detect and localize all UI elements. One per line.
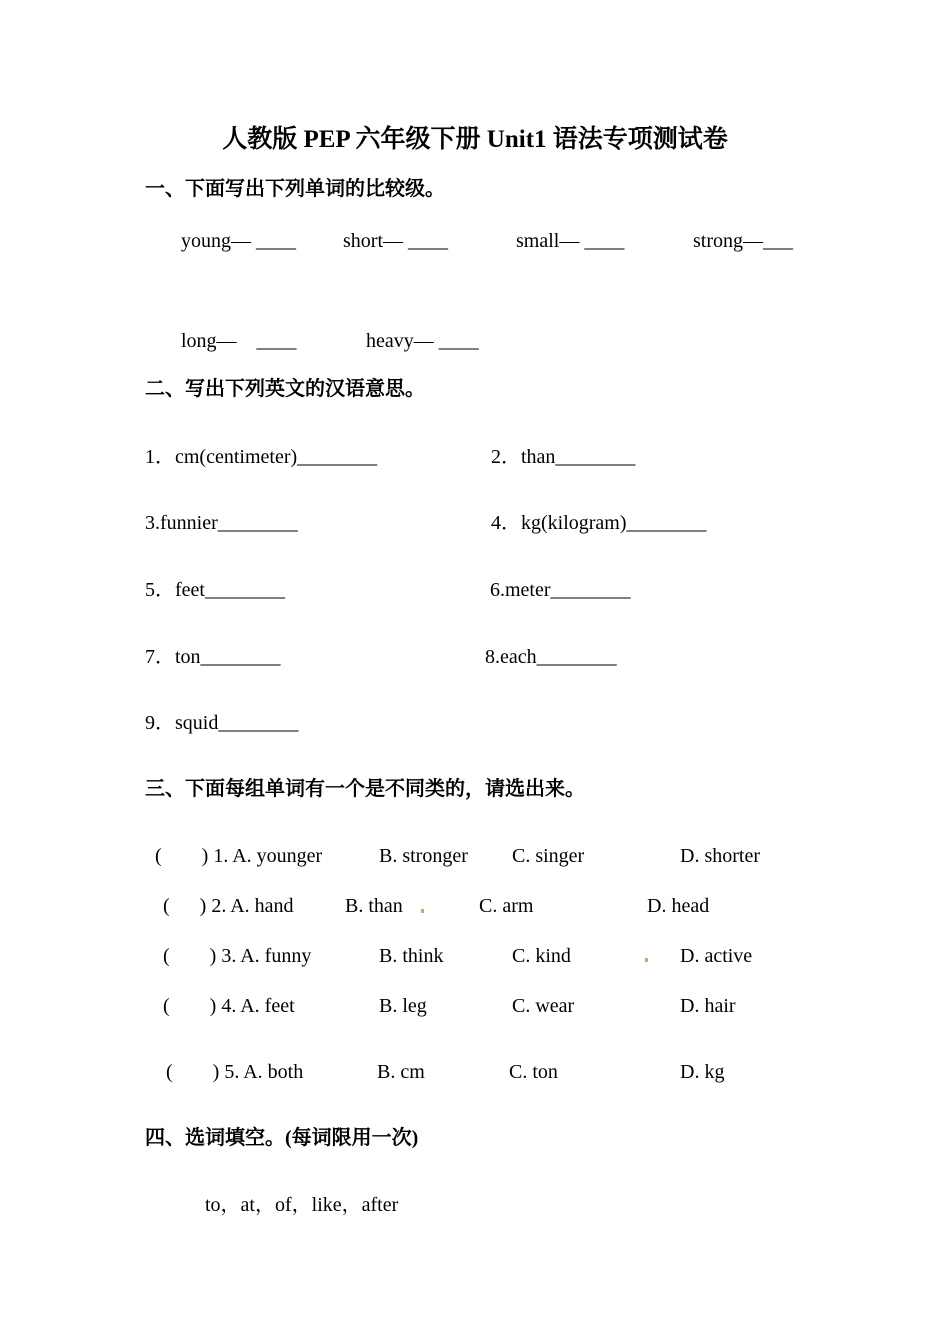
meaning-item-2: 2．than________ bbox=[491, 446, 636, 468]
question-4-option-c: C. wear bbox=[512, 995, 575, 1017]
question-3-number-option-a: ( ) 3. A. funny bbox=[163, 945, 312, 967]
section4-heading: 四、选词填空。(每词限用一次) bbox=[145, 1127, 419, 1149]
comparative-item-long: long— ____ bbox=[181, 330, 297, 352]
meaning-item-5: 5．feet________ bbox=[145, 579, 285, 601]
meaning-item-8: 8.each________ bbox=[485, 646, 617, 668]
question-3-option-b: B. think bbox=[379, 945, 444, 967]
question-4-number-option-a: ( ) 4. A. feet bbox=[163, 995, 295, 1017]
question-4-option-d: D. hair bbox=[680, 995, 736, 1017]
comparative-item-small: small— ____ bbox=[516, 230, 625, 252]
question-5-option-c: C. ton bbox=[509, 1061, 558, 1083]
question-5-number-option-a: ( ) 5. A. both bbox=[166, 1061, 304, 1083]
question-4-option-b: B. leg bbox=[379, 995, 427, 1017]
question-3-option-d: D. active bbox=[680, 945, 753, 967]
question-5-option-b: B. cm bbox=[377, 1061, 425, 1083]
meaning-item-1: 1．cm(centimeter)________ bbox=[145, 446, 378, 468]
word-bank: to，at，of，like，after bbox=[205, 1194, 399, 1216]
question-2-option-d: D. head bbox=[647, 895, 710, 917]
section3-heading: 三、下面每组单词有一个是不同类的，请选出来。 bbox=[145, 778, 585, 800]
scan-artifact-dot bbox=[645, 958, 648, 962]
section2-heading: 二、写出下列英文的汉语意思。 bbox=[145, 378, 425, 400]
comparative-item-heavy: heavy— ____ bbox=[366, 330, 479, 352]
question-2-option-c: C. arm bbox=[479, 895, 534, 917]
meaning-item-3: 3.funnier________ bbox=[145, 512, 298, 534]
question-1-number-option-a: ( ) 1. A. younger bbox=[155, 845, 323, 867]
meaning-item-4: 4．kg(kilogram)________ bbox=[491, 512, 707, 534]
question-1-option-b: B. stronger bbox=[379, 845, 468, 867]
meaning-item-6: 6.meter________ bbox=[490, 579, 631, 601]
question-1-option-d: D. shorter bbox=[680, 845, 760, 867]
comparative-item-young: young— ____ bbox=[181, 230, 296, 252]
meaning-item-7: 7．ton________ bbox=[145, 646, 281, 668]
section1-heading: 一、下面写出下列单词的比较级。 bbox=[145, 178, 445, 200]
question-1-option-c: C. singer bbox=[512, 845, 585, 867]
question-2-number-option-a: ( ) 2. A. hand bbox=[163, 895, 294, 917]
question-3-option-c: C. kind bbox=[512, 945, 571, 967]
meaning-item-9: 9．squid________ bbox=[145, 712, 299, 734]
page-title: 人教版 PEP 六年级下册 Unit1 语法专项测试卷 bbox=[222, 126, 728, 153]
comparative-item-short: short— ____ bbox=[343, 230, 448, 252]
scan-artifact-dot bbox=[421, 909, 424, 913]
question-5-option-d: D. kg bbox=[680, 1061, 725, 1083]
question-2-option-b: B. than bbox=[345, 895, 403, 917]
comparative-item-strong: strong—___ bbox=[693, 230, 793, 252]
